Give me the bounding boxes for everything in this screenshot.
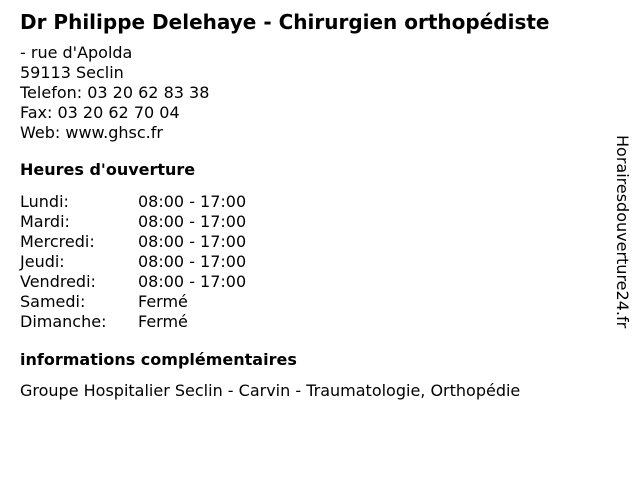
- hours-day: Vendredi:: [20, 272, 96, 291]
- hours-day: Lundi:: [20, 192, 69, 211]
- business-name: Dr Philippe Delehaye - Chirurgien orthopédiste: [20, 10, 550, 34]
- opening-hours-heading: Heures d'ouverture: [20, 160, 196, 179]
- hours-day: Dimanche:: [20, 312, 107, 331]
- phone-number: Telefon: 03 20 62 83 38: [20, 83, 210, 102]
- street-address: - rue d'Apolda: [20, 43, 133, 62]
- hours-row-thursday: [20, 252, 600, 272]
- additional-info-heading: informations complémentaires: [20, 350, 297, 369]
- hours-time: 08:00 - 17:00: [138, 272, 247, 291]
- hours-day: Jeudi:: [20, 252, 65, 271]
- hours-time: Fermé: [138, 292, 188, 311]
- hours-time: 08:00 - 17:00: [138, 232, 247, 251]
- hours-row-tuesday: [20, 212, 600, 232]
- website: Web: www.ghsc.fr: [20, 123, 163, 142]
- additional-info-text: Groupe Hospitalier Seclin - Carvin - Traumatologie, Orthopédie: [20, 381, 521, 400]
- business-card: [20, 9, 600, 401]
- address-block: [20, 43, 600, 143]
- hours-time: Fermé: [138, 312, 188, 331]
- hours-time: 08:00 - 17:00: [138, 252, 247, 271]
- hours-row-sunday: [20, 312, 600, 332]
- hours-row-wednesday: [20, 232, 600, 252]
- hours-row-friday: [20, 272, 600, 292]
- hours-row-saturday: [20, 292, 600, 312]
- fax-number: Fax: 03 20 62 70 04: [20, 103, 180, 122]
- hours-time: 08:00 - 17:00: [138, 212, 247, 231]
- opening-hours-table: [20, 192, 600, 332]
- city-address: 59113 Seclin: [20, 63, 124, 82]
- hours-day: Mardi:: [20, 212, 70, 231]
- hours-time: 08:00 - 17:00: [138, 192, 247, 211]
- hours-day: Mercredi:: [20, 232, 95, 251]
- hours-day: Samedi:: [20, 292, 86, 311]
- watermark: [612, 135, 632, 345]
- hours-row-monday: [20, 192, 600, 212]
- watermark-text: Horairesdouverture24.fr: [613, 135, 632, 329]
